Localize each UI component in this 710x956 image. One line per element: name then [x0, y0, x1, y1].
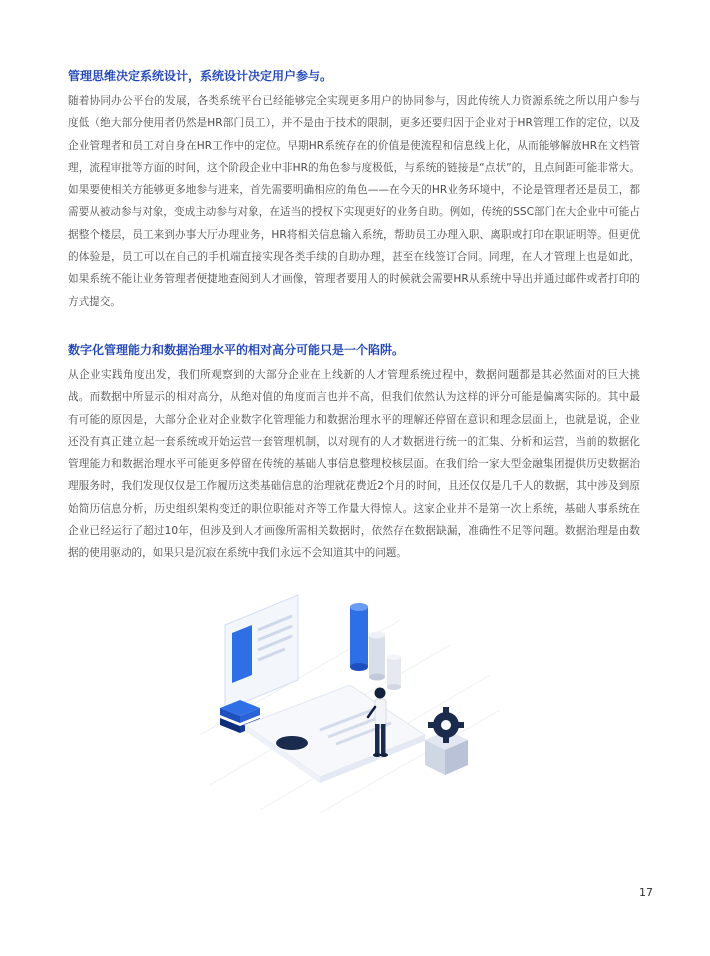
cylinder-bars	[350, 603, 401, 690]
isometric-illustration	[200, 585, 500, 815]
page-number: 17	[639, 886, 653, 899]
gear-icon	[425, 707, 468, 775]
section-heading: 数字化管理能力和数据治理水平的相对高分可能只是一个陷阱。	[68, 343, 405, 357]
section-system-design	[68, 66, 640, 313]
screen-panel	[225, 595, 298, 710]
section-body: 从企业实践角度出发，我们所观察到的大部分企业在上线新的人才管理系统过程中，数据问题都是其必然面对的巨大挑战。而数据中所显示的相对高分，从绝对值的角度而言也并不高，但我们依然认为这样的评分可能是偏离实际的。其中最有可能的原因是，大部分企业对企业数字化管理能力和数据治理水平的理解还停留在意识和理念层面上，也就是说，企业还没有真正建立起一套系统或开始运营一套管理机制，以对现有的人才数据进行统一的汇集、分析和运营，当前的数据化管理能力和数据治理水平可能更多停留在传统的基础人事信息整理校核层面。在我们给一家大型金融集团提供历史数据治理服务时，我们发现仅仅是工作履历这类基础信息的治理就花费近2个月的时间，且还仅仅是几千人的数据，其中涉及到原始简历信息分析，历史组织架构变迁的职位职能对齐等工作量大得惊人。这家企业并不是第一次上系统，基础人事系统在企业已经运行了超过10年，但涉及到人才画像所需相关数据时，依然存在数据缺漏，准确性不足等问题。数据治理是由数据的使用驱动的，如果只是沉寂在系统中我们永远不会知道其中的问题。	[68, 369, 640, 560]
section-data-governance	[68, 340, 640, 565]
section-heading: 管理思维决定系统设计，系统设计决定用户参与。	[68, 69, 333, 83]
section-body: 随着协同办公平台的发展，各类系统平台已经能够完全实现更多用户的协同参与，因此传统人力资源系统之所以用户参与度低（绝大部分使用者仍然是HR部门员工），并不是由于技术的限制，更多还要归因于企业对于HR管理工作的定位，以及企业管理者和员工对自身在HR工作中的定位。早期HR系统存在的价值是使流程和信息线上化，从而能够解放HR在文档管理，流程审批等方面的时间，这个阶段企业中非HR的角色参与度极低，与系统的链接是“点状”的，且点间距可能非常大。如果要使相关方能够更多地参与进来，首先需要明确相应的角色——在今天的HR业务环境中，不论是管理者还是员工，都需要从被动参与对象，变成主动参与对象，在适当的授权下实现更好的业务自助。例如，传统的SSC部门在大企业中可能占据整个楼层，员工来到办事大厅办理业务，HR将相关信息输入系统，帮助员工办理入职、离职或打印在职证明等。但更优的体验是，员工可以在自己的手机端直接实现各类手续的自助办理，甚至在线签订合同。同理，在人才管理上也是如此，如果系统不能让业务管理者便捷地查阅到人才画像，管理者要用人的时候就会需要HR从系统中导出并通过邮件或者打印的方式提交。	[68, 95, 640, 308]
